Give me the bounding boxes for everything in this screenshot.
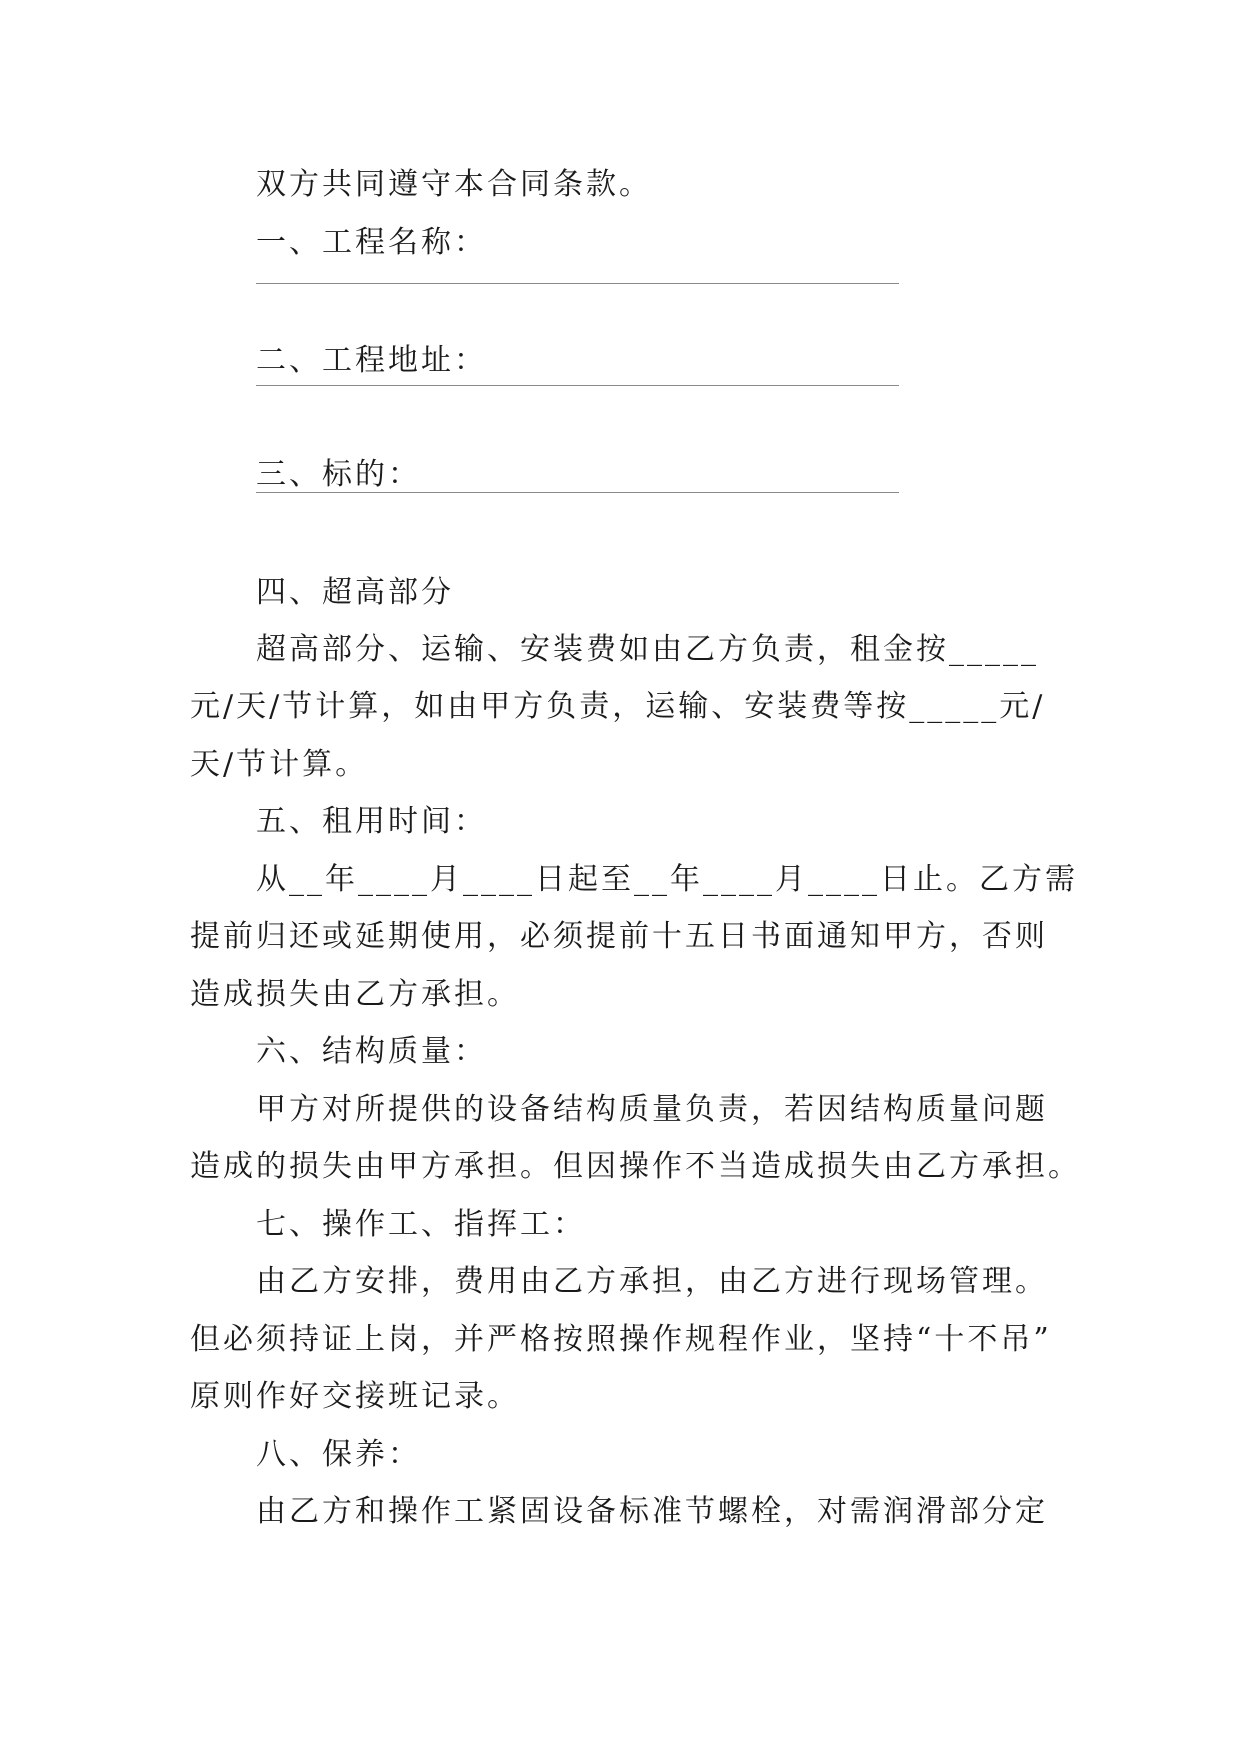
text-line: 提前归还或延期使用，必须提前十五日书面通知甲方，否则 [190, 919, 1048, 954]
section-heading: 四、超高部分 [256, 575, 454, 610]
blank-fill-line [256, 283, 899, 284]
section-heading: 二、工程地址： [256, 343, 487, 378]
section-heading: 六、结构质量： [256, 1034, 487, 1069]
text-line: 从__年____月____日起至__年____月____日止。乙方需 [256, 862, 1078, 897]
text-line: 原则作好交接班记录。 [190, 1379, 520, 1414]
text-line: 由乙方安排，费用由乙方承担，由乙方进行现场管理。 [256, 1264, 1048, 1299]
section-heading: 五、租用时间： [256, 804, 487, 839]
blank-fill-line [256, 492, 899, 493]
section-heading: 七、操作工、指挥工： [256, 1207, 586, 1242]
blank-fill-line [256, 385, 899, 386]
text-line: 由乙方和操作工紧固设备标准节螺栓，对需润滑部分定 [256, 1494, 1048, 1529]
text-line: 双方共同遵守本合同条款。 [256, 167, 652, 202]
section-heading: 八、保养： [256, 1437, 421, 1472]
text-line: 超高部分、运输、安装费如由乙方负责，租金按_____ [256, 632, 1039, 667]
text-line: 天/节计算。 [190, 747, 369, 782]
section-heading: 一、工程名称： [256, 225, 487, 260]
text-line: 元/天/节计算，如由甲方负责，运输、安装费等按_____元/ [190, 689, 1046, 724]
text-line: 甲方对所提供的设备结构质量负责，若因结构质量问题 [256, 1092, 1048, 1127]
text-line: 但必须持证上岗，并严格按照操作规程作业，坚持“十不吊” [190, 1322, 1052, 1357]
text-line: 造成的损失由甲方承担。但因操作不当造成损失由乙方承担。 [190, 1149, 1081, 1184]
text-line: 造成损失由乙方承担。 [190, 977, 520, 1012]
section-heading: 三、标的： [256, 457, 421, 492]
